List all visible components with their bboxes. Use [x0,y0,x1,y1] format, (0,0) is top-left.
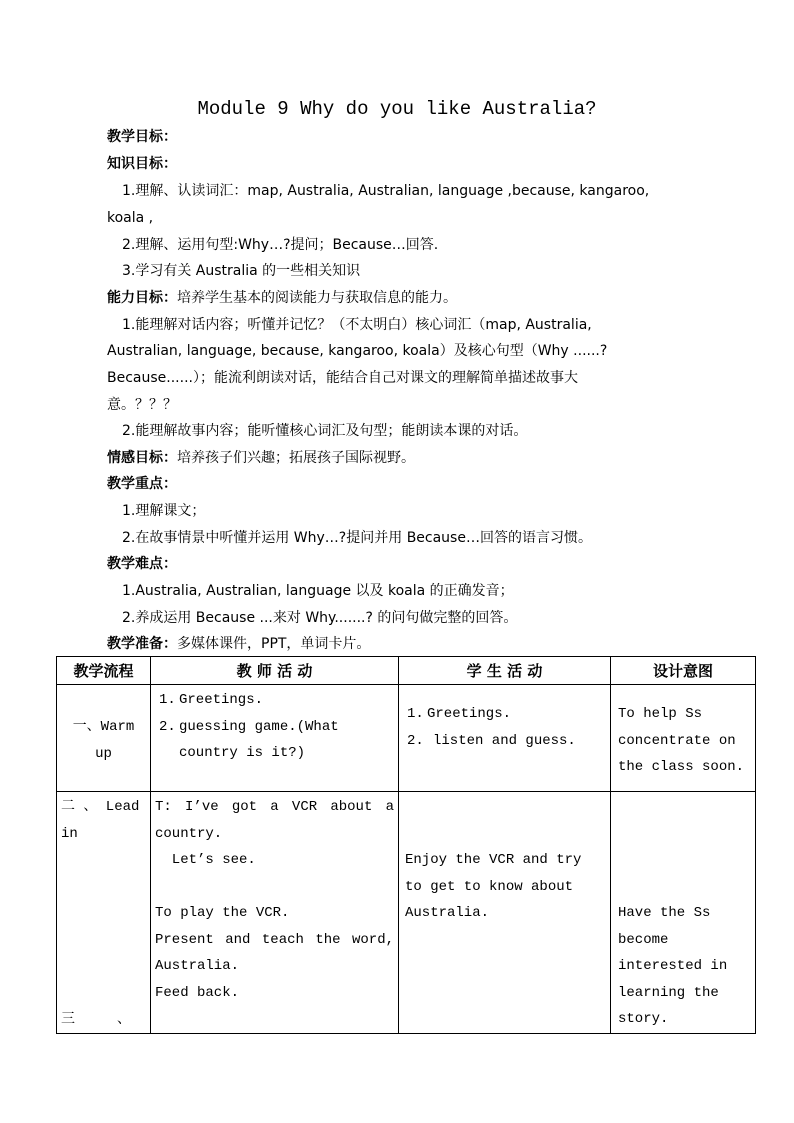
column-header: 设计意图 [611,657,756,685]
list-item: 1. Greetings. [159,692,264,708]
teacher-line: Let’s see. [155,852,256,868]
lesson-plan-table [56,656,756,1034]
list-item: 1. Greetings. [407,706,512,722]
list-item: 2. listen and guess. [407,732,576,749]
table-header-row [57,657,756,685]
difficulty-item: 1.Australia, Australian, language 以及 koala 的正确发音； [122,583,514,599]
knowledge-item: 3.学习有关 Australia 的一些相关知识 [122,263,361,279]
teacher-line [155,874,394,901]
student-activity-cell [399,792,611,1034]
purpose-cell [611,792,756,1034]
ability-item: Because......）；能流利朗读对话，能结合自己对课文的理解简单描述故事大 [107,370,578,386]
column-header: 教 师 活 动 [151,657,399,685]
stage-label: up [95,745,112,762]
table-row [57,685,756,792]
objectives-heading: 教学目标： [107,129,177,145]
ability-item: Australian, language, because, kangaroo, koala）及核心句型（Why ......? [107,343,608,359]
stage-cell [57,792,151,1034]
stage-label: in [61,825,78,842]
stage-label: 一、Warm [72,719,135,735]
page-title: Module 9 Why do you like Australia? [197,98,597,120]
knowledge-item: koala , [107,210,154,226]
knowledge-item: 2.理解、运用句型:Why…?提问；Because…回答. [122,237,439,253]
stage-cell [57,685,151,792]
difficulty-item: 2.养成运用 Because ...来对 Why.......? 的问句做完整的回答。 [122,610,518,626]
emotion-objective: 情感目标：培养孩子们兴趣；拓展孩子国际视野。 [107,450,415,466]
purpose-text: To help Ss concentrate on the class soon. [618,706,745,775]
ability-objective: 能力目标：培养学生基本的阅读能力与获取信息的能力。 [107,290,457,306]
key-points-heading: 教学重点： [107,476,177,492]
table-row [57,792,756,1034]
ability-item: 2.能理解故事内容；能听懂核心词汇及句型；能朗读本课的对话。 [122,423,528,439]
purpose-cell [611,685,756,792]
key-point-item: 2.在故事情景中听懂并运用 Why…?提问并用 Because…回答的语言习惯。 [122,530,592,546]
knowledge-heading: 知识目标： [107,156,177,172]
ability-item: 1.能理解对话内容；听懂并记忆？（不太明白）核心词汇（map, Australia, [122,317,592,333]
ability-item: 意。？？？ [107,397,177,413]
student-activity-cell [399,685,611,792]
column-header: 教学流程 [57,657,151,685]
purpose-text: Have the Ss become interested in learning the story. [618,905,728,1027]
difficulties-heading: 教学难点： [107,556,177,572]
list-item: 2. guessing game.(What country is it?) [159,718,339,761]
key-point-item: 1.理解课文； [122,503,206,519]
teacher-line: To play the VCR. [155,905,290,921]
stage-label: 二 、 Lead [61,799,140,815]
student-text: Enjoy the VCR and try to get to know about Australia. [405,852,582,921]
teacher-line: Feed back. [155,984,240,1001]
teacher-activity-cell [151,685,399,792]
teacher-line: Present and teach the word, Australia. [155,931,394,974]
knowledge-item: 1.理解、认读词汇：map, Australia, Australian, language ,because, kangaroo, [122,183,650,199]
stage-label: 三 、 [61,1011,132,1028]
teacher-line: T: I’ve got a VCR about a country. [155,799,394,842]
teacher-activity-cell [151,792,399,1034]
column-header: 学 生 活 动 [399,657,611,685]
preparation: 教学准备：多媒体课件，PPT，单词卡片。 [107,636,371,652]
